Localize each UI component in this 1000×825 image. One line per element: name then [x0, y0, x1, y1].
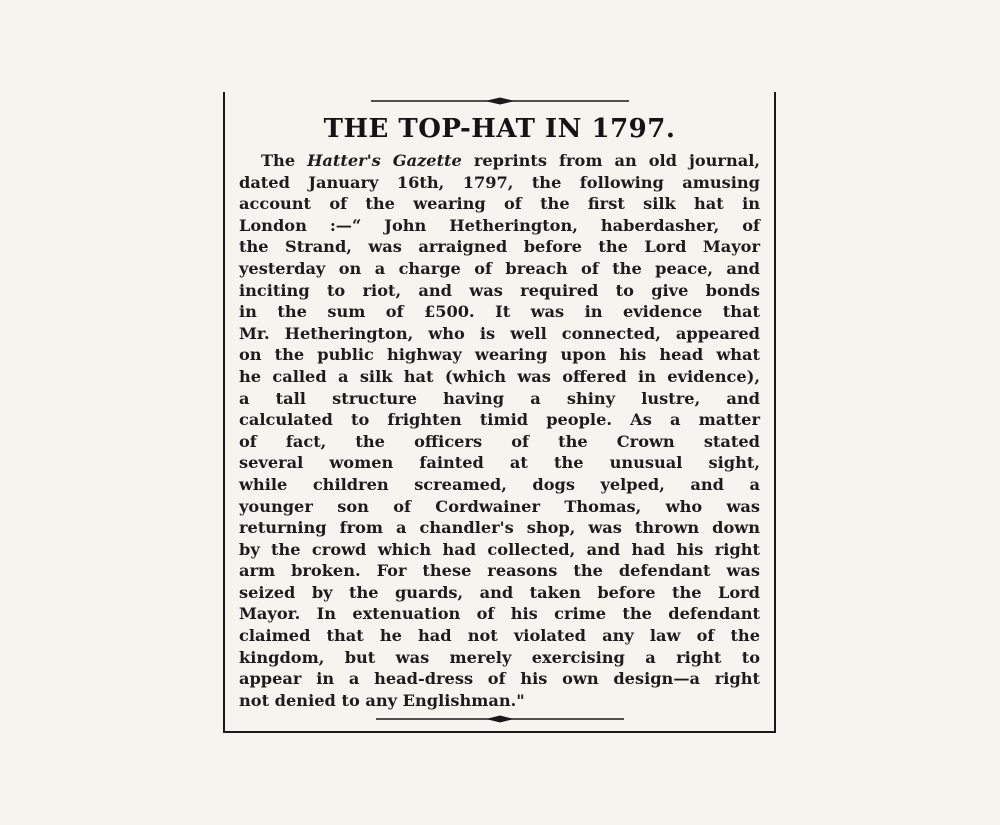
body-line: he called a silk hat (which was offered in evidence), — [239, 366, 760, 386]
article-headline: THE TOP-HAT IN 1797. — [323, 114, 676, 144]
body-line: the Strand, was arraigned before the Lord Mayor — [239, 237, 760, 257]
body-line: Mr. Hetherington, who is well connected, appeared — [239, 323, 760, 343]
body-line: calculated to frighten timid people. As a matter — [239, 410, 760, 430]
body-line: appear in a head-dress of his own design—a right — [239, 669, 760, 689]
body-line: London :—“ John Hetherington, haberdasher, of — [239, 215, 760, 235]
body-line: dated January 16th, 1797, the following amusing — [239, 172, 760, 192]
body-line: by the crowd which had collected, and had his right — [239, 539, 760, 559]
top-ornamental-rule — [371, 97, 629, 105]
body-line: in the sum of £500. It was in evidence that — [239, 302, 760, 322]
bottom-ornamental-rule — [376, 715, 624, 723]
body-line: on the public highway wearing upon his head what — [239, 345, 760, 365]
article-body — [239, 150, 760, 711]
body-line: several women fainted at the unusual sight, — [239, 453, 760, 473]
newspaper-clipping — [223, 92, 776, 733]
body-line: The Hatter's Gazette reprints from an old journal, — [261, 151, 760, 170]
publication-title: Hatter's Gazette — [307, 151, 462, 170]
body-line: inciting to riot, and was required to give bonds — [239, 280, 760, 300]
body-line: younger son of Cordwainer Thomas, who was — [239, 496, 760, 516]
body-line: arm broken. For these reasons the defendant was — [239, 561, 760, 581]
body-line: seized by the guards, and taken before the Lord — [239, 582, 760, 602]
body-line: returning from a chandler's shop, was thrown down — [239, 518, 760, 538]
body-line: not denied to any Englishman." — [239, 690, 525, 710]
body-line: a tall structure having a shiny lustre, and — [239, 388, 760, 408]
body-line: claimed that he had not violated any law of the — [239, 626, 760, 646]
body-line: Mayor. In extenuation of his crime the defendant — [239, 604, 760, 624]
body-line: yesterday on a charge of breach of the peace, and — [239, 258, 760, 278]
body-line: while children screamed, dogs yelped, and a — [239, 474, 760, 494]
body-line: account of the wearing of the first silk hat in — [239, 194, 760, 214]
body-line: kingdom, but was merely exercising a right to — [239, 647, 760, 667]
body-line: of fact, the officers of the Crown stated — [239, 431, 760, 451]
